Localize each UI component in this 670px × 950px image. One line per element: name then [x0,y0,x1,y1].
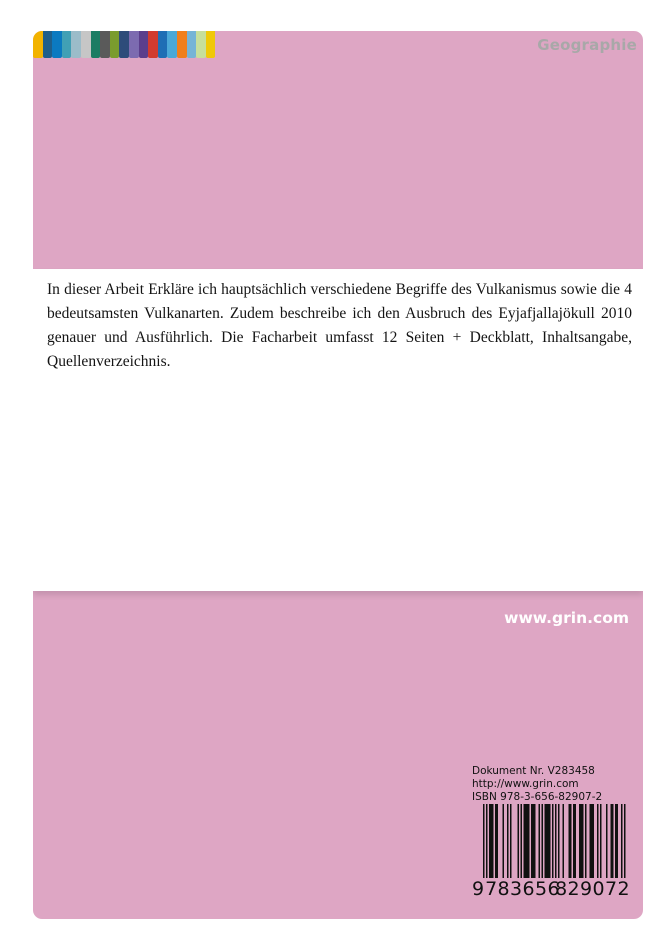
barcode-bar [555,804,557,888]
color-tab [177,31,187,58]
barcode-bar [606,804,608,878]
barcode-bar [591,804,593,878]
color-tab [33,31,43,58]
barcode-digits [471,878,630,900]
barcode-bar [549,804,551,878]
barcode-bar [548,804,550,878]
barcode-bar [528,804,530,878]
color-tabs-strip [33,31,215,58]
color-tab [71,31,81,58]
color-tab [148,31,158,58]
publisher-website: www.grin.com [504,609,629,627]
barcode-bar [491,804,493,878]
color-tab [167,31,177,58]
color-tab [187,31,197,58]
barcode-bar [527,804,529,878]
barcode-bar [593,804,595,878]
barcode-bar [483,804,485,888]
barcode-bar [558,804,560,878]
barcode-bar [503,804,505,878]
barcode-bar [590,804,592,878]
barcode-bar [615,804,617,878]
color-tab [139,31,149,58]
document-info [472,765,602,804]
color-tab [110,31,120,58]
color-tab [206,31,216,58]
barcode-bar [489,804,491,878]
barcode-bar [531,804,533,878]
barcode-bar [597,804,599,878]
color-tab [62,31,72,58]
color-tab [196,31,206,58]
barcode-bar [617,804,619,878]
barcode-bar [533,804,535,878]
color-tab [91,31,101,58]
barcode-bar [624,804,626,888]
color-tab [100,31,110,58]
barcode-bar [575,804,577,878]
barcode-bar [582,804,584,878]
document-number: Dokument Nr. V283458 [472,765,595,777]
barcode-bar [534,804,536,878]
barcode-bar [495,804,497,878]
barcode-bar [621,804,623,888]
barcode-bar [497,804,499,878]
barcode-bar [569,804,571,878]
isbn-barcode [471,804,629,900]
color-tab [158,31,168,58]
color-tab [81,31,91,58]
barcode-bar [546,804,548,878]
barcode-bar [585,804,587,878]
barcode-bar [573,804,575,878]
barcode-bar [486,804,488,888]
barcode-bar [521,804,523,878]
barcode-bar [539,804,541,878]
barcode-bar [581,804,583,878]
barcode-bar [611,804,613,878]
barcode-bar [525,804,527,878]
description-panel [33,269,643,591]
color-tab [52,31,62,58]
barcode-bar [507,804,509,878]
barcode-bar [524,804,526,878]
barcode-bar [563,804,565,878]
barcode-bar [510,804,512,878]
document-url: http://www.grin.com [472,778,579,790]
barcode-left-group: 783656 [485,878,560,900]
barcode-bar [545,804,547,878]
isbn: ISBN 978-3-656-82907-2 [472,791,603,803]
category-label: Geographie [537,36,637,54]
description-text: In dieser Arbeit Erkläre ich hauptsächlich verschiedene Begriffe des Vulkanismus sowie die 4 bedeutsamsten Vulkanarten. Zudem beschreibe ich den Ausbruch des Eyjafjallajökull 2010 genauer und Ausführlich. Die Facharbeit umfasst 12 Seiten + Deckblatt, Inhaltsangabe, Quellenverzeichnis. [47,281,632,370]
barcode-bar [518,804,520,878]
barcode-bar [600,804,602,878]
barcode-bar [579,804,581,878]
barcode-right-group: 829072 [555,878,630,900]
barcode-bar [542,804,544,878]
color-tab [43,31,53,58]
barcode-bar [492,804,494,878]
barcode-first-digit: 9 [472,878,485,900]
back-cover [33,31,643,919]
barcode-bar [570,804,572,878]
color-tab [119,31,129,58]
barcode-bar [612,804,614,878]
color-tab [129,31,139,58]
barcode-bar [552,804,554,888]
